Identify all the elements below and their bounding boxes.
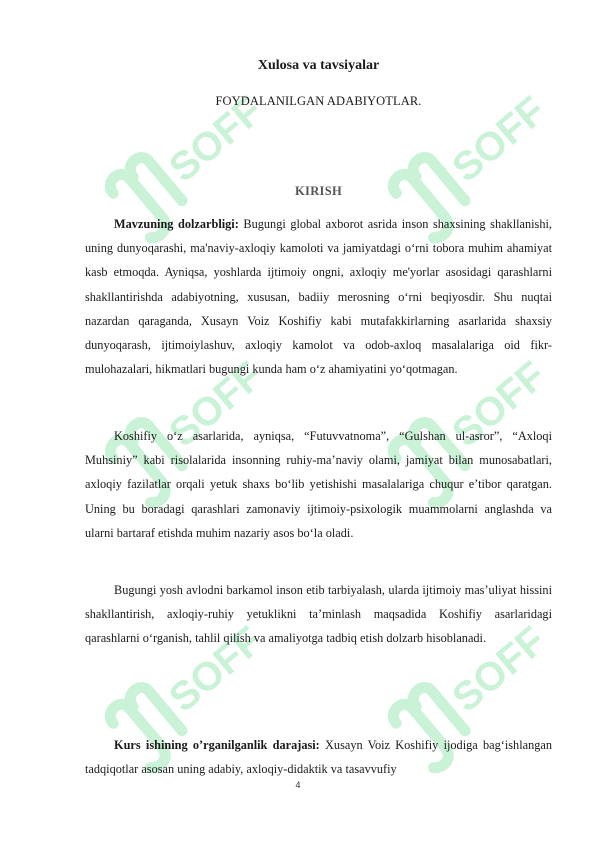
paragraph-text: Bugungi global axborot asrida inson shaxsining shakllanishi, uning dunyoqarashi, ma'naviy-axloqiy kamoloti va jamiyatdagi o‘rni tobora muhim ahamiyat kasb etmoqda. Ayniqsa, yoshlarda ijtimoiy ongni, axloqiy me'yorlar asosidagi qarashlarni shakllantirishda adabiyotning, xususan, badiiy merosning o‘rni beqiyosdir. Shu nuqtai nazardan qaraganda, Xusayn Voiz Koshifiy kabi mutafakkirlarning asarlarida shaxsiy dunyoqarash, ijtimoiylashuv, axloqiy kamolot va odob-axloq masalalariga oid fikr-mulohazalari, hikmatlari bugungi kunda ham o‘z ahamiyatini yo‘qotmagan.	[85, 217, 552, 377]
watermark-text: SOFF	[161, 618, 272, 721]
paragraph-lead: Mavzuning dolzarbligi:	[114, 217, 239, 231]
paragraph-text: Xusayn Voiz Koshifiy ijodiga bag‘ishlangan tadqiqotlar asosan uning adabiy, axloqiy-didaktik va tasavvufiy	[85, 738, 552, 777]
watermark-text: SOFF	[444, 618, 555, 721]
watermark-text: SOFF	[161, 353, 272, 456]
paragraph-works	[85, 424, 552, 545]
heading-intro: KIRISH	[295, 184, 342, 198]
page-number: 4	[295, 780, 301, 790]
watermark-text: SOFF	[444, 353, 555, 456]
paragraph-text: Bugungi yosh avlodni barkamol inson etib tarbiyalash, ularda ijtimoiy mas’uliyat hissini shakllantirish, axloqiy-ruhiy yetuklikni ta’minlash maqsadida Koshifiy asarlaridagi qarashlarni o‘rganish, tahlil qilish va amaliyotga tadbiq etish dolzarb hisoblanadi.	[85, 583, 552, 646]
heading-references: FOYDALANILGAN ADABIYOTLAR.	[215, 94, 422, 108]
paragraph-relevance	[85, 212, 552, 381]
paragraph-lead: Kurs ishining o’rganilganlik darajasi:	[114, 738, 320, 752]
paragraph-research-level	[85, 733, 552, 781]
watermark-text: SOFF	[161, 88, 272, 191]
paragraph-purpose	[85, 578, 552, 651]
heading-conclusions: Xulosa va tavsiyalar	[257, 58, 380, 73]
watermark-text: SOFF	[444, 88, 555, 191]
paragraph-text: Koshifiy o‘z asarlarida, ayniqsa, “Futuvvatnoma”, “Gulshan ul-asror”, “Axloqi Muhsiniy” kabi risolalarida insonning ruhiy-ma’naviy olami, jamiyat bilan munosabatlari, axloqiy fazilatlar orqali yetuk shaxs bo‘lib yetishishi masalalariga chuqur e’tibor qaratgan. Uning bu boradagi qarashlari zamonaviy ijtimoiy-psixologik muammolarni anglashda va ularni bartaraf etishda muhim nazariy asos bo‘la oladi.	[85, 429, 552, 540]
